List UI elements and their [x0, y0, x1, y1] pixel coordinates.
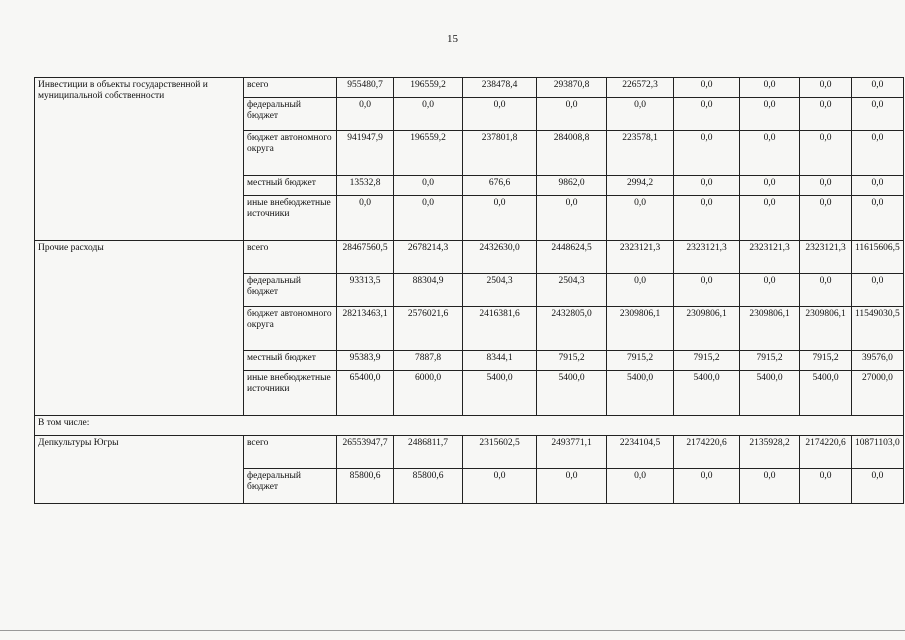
value-cell: 65400,0: [337, 371, 394, 416]
value-cell: 0,0: [852, 98, 904, 131]
value-cell: 237801,8: [463, 131, 537, 176]
value-cell: 0,0: [852, 196, 904, 241]
value-cell: 0,0: [607, 196, 674, 241]
value-cell: 39576,0: [852, 351, 904, 371]
value-cell: 2504,3: [537, 274, 607, 307]
value-cell: 0,0: [674, 131, 740, 176]
value-cell: 284008,8: [537, 131, 607, 176]
funding-source: местный бюджет: [244, 176, 337, 196]
page-number: 15: [447, 33, 458, 45]
table-row: [35, 241, 904, 274]
value-cell: 196559,2: [394, 78, 463, 98]
funding-source: всего: [244, 436, 337, 469]
value-cell: 11549030,5: [852, 307, 904, 351]
value-cell: 2486811,7: [394, 436, 463, 469]
value-cell: 223578,1: [607, 131, 674, 176]
value-cell: 2309806,1: [800, 307, 852, 351]
value-cell: 5400,0: [537, 371, 607, 416]
value-cell: 0,0: [607, 98, 674, 131]
value-cell: 2448624,5: [537, 241, 607, 274]
funding-source: всего: [244, 78, 337, 98]
value-cell: 2234104,5: [607, 436, 674, 469]
value-cell: 7915,2: [537, 351, 607, 371]
funding-source: федеральный бюджет: [244, 274, 337, 307]
value-cell: 93313,5: [337, 274, 394, 307]
value-cell: 0,0: [740, 196, 800, 241]
value-cell: 2135928,2: [740, 436, 800, 469]
funding-source: бюджет автономного округа: [244, 131, 337, 176]
value-cell: 0,0: [394, 176, 463, 196]
value-cell: 7915,2: [800, 351, 852, 371]
budget-table: [34, 77, 904, 504]
value-cell: 0,0: [800, 196, 852, 241]
value-cell: 9862,0: [537, 176, 607, 196]
value-cell: 0,0: [394, 196, 463, 241]
table-row: [35, 416, 904, 436]
value-cell: 0,0: [537, 196, 607, 241]
value-cell: 0,0: [740, 78, 800, 98]
value-cell: 226572,3: [607, 78, 674, 98]
value-cell: 2432805,0: [537, 307, 607, 351]
value-cell: 0,0: [800, 274, 852, 307]
funding-source: бюджет автономного округа: [244, 307, 337, 351]
including-label: В том числе:: [35, 416, 904, 436]
value-cell: 293870,8: [537, 78, 607, 98]
value-cell: 0,0: [852, 469, 904, 504]
value-cell: 0,0: [740, 469, 800, 504]
value-cell: 0,0: [537, 98, 607, 131]
value-cell: 2174220,6: [674, 436, 740, 469]
value-cell: 941947,9: [337, 131, 394, 176]
funding-source: иные внебюджетные источники: [244, 371, 337, 416]
value-cell: 2504,3: [463, 274, 537, 307]
value-cell: 955480,7: [337, 78, 394, 98]
funding-source: всего: [244, 241, 337, 274]
value-cell: 0,0: [740, 274, 800, 307]
value-cell: 0,0: [463, 98, 537, 131]
value-cell: 2493771,1: [537, 436, 607, 469]
value-cell: 13532,8: [337, 176, 394, 196]
value-cell: 0,0: [674, 469, 740, 504]
value-cell: 0,0: [800, 98, 852, 131]
value-cell: 7915,2: [740, 351, 800, 371]
value-cell: 0,0: [852, 176, 904, 196]
value-cell: 5400,0: [800, 371, 852, 416]
value-cell: 2309806,1: [674, 307, 740, 351]
value-cell: 0,0: [800, 78, 852, 98]
value-cell: 2994,2: [607, 176, 674, 196]
value-cell: 95383,9: [337, 351, 394, 371]
value-cell: 5400,0: [463, 371, 537, 416]
value-cell: 0,0: [674, 98, 740, 131]
value-cell: 0,0: [852, 78, 904, 98]
value-cell: 676,6: [463, 176, 537, 196]
value-cell: 7887,8: [394, 351, 463, 371]
value-cell: 2323121,3: [607, 241, 674, 274]
value-cell: 0,0: [607, 274, 674, 307]
value-cell: 2323121,3: [740, 241, 800, 274]
value-cell: 11615606,5: [852, 241, 904, 274]
section-title-investments: Инвестиции в объекты государственной и муниципальной собственности: [35, 78, 244, 241]
value-cell: 2315602,5: [463, 436, 537, 469]
value-cell: 7915,2: [607, 351, 674, 371]
value-cell: 8344,1: [463, 351, 537, 371]
value-cell: 0,0: [337, 98, 394, 131]
funding-source: иные внебюджетные источники: [244, 196, 337, 241]
section-title-department: Депкультуры Югры: [35, 436, 244, 504]
value-cell: 0,0: [394, 98, 463, 131]
value-cell: 5400,0: [607, 371, 674, 416]
section-title-other-expenses: Прочие расходы: [35, 241, 244, 416]
value-cell: 28213463,1: [337, 307, 394, 351]
value-cell: 2576021,6: [394, 307, 463, 351]
scan-edge-line: [0, 630, 905, 631]
value-cell: 0,0: [674, 176, 740, 196]
table-row: [35, 436, 904, 469]
value-cell: 27000,0: [852, 371, 904, 416]
value-cell: 85800,6: [394, 469, 463, 504]
value-cell: 2432630,0: [463, 241, 537, 274]
value-cell: 0,0: [740, 98, 800, 131]
value-cell: 5400,0: [740, 371, 800, 416]
value-cell: 0,0: [740, 131, 800, 176]
value-cell: 2678214,3: [394, 241, 463, 274]
value-cell: 5400,0: [674, 371, 740, 416]
value-cell: 0,0: [800, 469, 852, 504]
value-cell: 0,0: [463, 196, 537, 241]
value-cell: 0,0: [607, 469, 674, 504]
value-cell: 0,0: [463, 469, 537, 504]
value-cell: 10871103,0: [852, 436, 904, 469]
value-cell: 28467560,5: [337, 241, 394, 274]
funding-source: федеральный бюджет: [244, 98, 337, 131]
value-cell: 0,0: [740, 176, 800, 196]
value-cell: 0,0: [537, 469, 607, 504]
value-cell: 196559,2: [394, 131, 463, 176]
value-cell: 2323121,3: [674, 241, 740, 274]
value-cell: 0,0: [674, 196, 740, 241]
value-cell: 0,0: [800, 176, 852, 196]
value-cell: 0,0: [800, 131, 852, 176]
value-cell: 7915,2: [674, 351, 740, 371]
value-cell: 2416381,6: [463, 307, 537, 351]
value-cell: 6000,0: [394, 371, 463, 416]
value-cell: 88304,9: [394, 274, 463, 307]
table-row: [35, 78, 904, 98]
value-cell: 2323121,3: [800, 241, 852, 274]
value-cell: 2309806,1: [740, 307, 800, 351]
value-cell: 2309806,1: [607, 307, 674, 351]
value-cell: 85800,6: [337, 469, 394, 504]
value-cell: 26553947,7: [337, 436, 394, 469]
value-cell: 0,0: [852, 131, 904, 176]
value-cell: 0,0: [674, 274, 740, 307]
value-cell: 238478,4: [463, 78, 537, 98]
funding-source: местный бюджет: [244, 351, 337, 371]
funding-source: федеральный бюджет: [244, 469, 337, 504]
value-cell: 0,0: [674, 78, 740, 98]
value-cell: 2174220,6: [800, 436, 852, 469]
value-cell: 0,0: [852, 274, 904, 307]
value-cell: 0,0: [337, 196, 394, 241]
